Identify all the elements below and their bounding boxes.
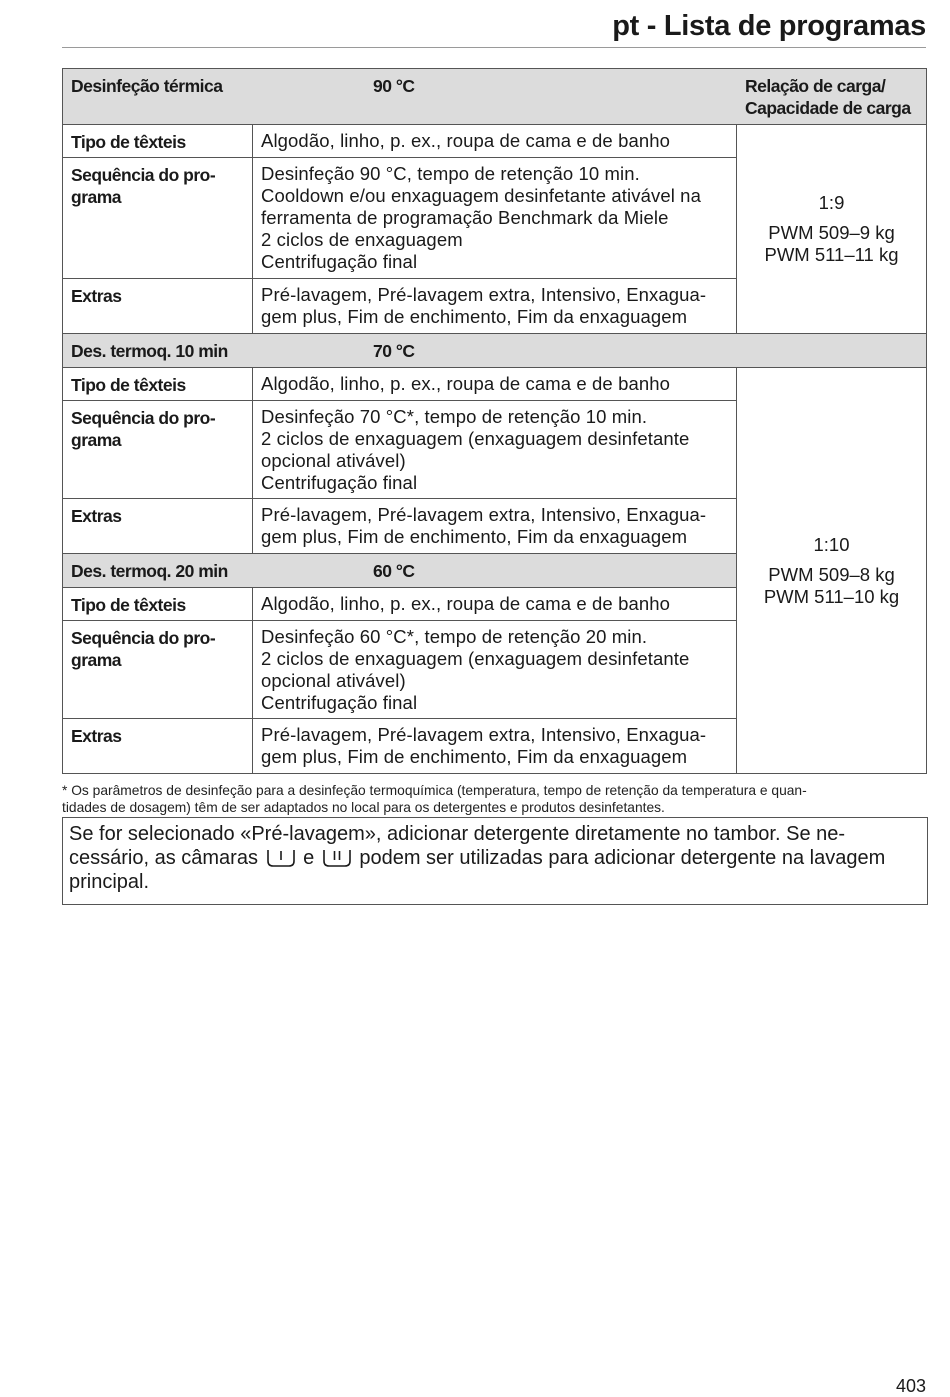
- capacity-line: PWM 509–8 kg: [768, 563, 895, 585]
- section-name: Des. termoq. 10 min: [71, 341, 228, 361]
- footnote: * Os parâmetros de desinfeção para a desinfeção termoquímica (temperatura, tempo de retenção da temperatura e quan- tidades de dosagem) têm de ser adaptados no local para os detergentes e produtos desinfetantes.: [62, 783, 807, 815]
- row-label: Tipo de têxteis: [63, 368, 253, 401]
- note-line: principal.: [69, 871, 150, 893]
- section-name: Desinfeção térmica: [71, 76, 223, 96]
- note-box: [62, 817, 928, 905]
- capacity-line: PWM 511–10 kg: [763, 585, 900, 607]
- row-value: Pré-lavagem, Pré-lavagem extra, Intensivo, Enxagua- gem plus, Fim de enchimento, Fim da enxaguagem: [253, 279, 737, 334]
- row-label: Extras: [63, 719, 253, 774]
- load-header: Relação de carga/ Capacidade de carga: [745, 76, 911, 118]
- section-temperature: 90 °C: [373, 76, 415, 96]
- load-capacity-cell: [737, 368, 927, 774]
- row-value: Algodão, linho, p. ex., roupa de cama e de banho: [253, 368, 737, 401]
- row-label: Sequência do pro- grama: [63, 621, 253, 719]
- page-number: 403: [895, 1376, 926, 1396]
- row-label: Extras: [63, 499, 253, 554]
- compartment-ii-icon: [322, 849, 352, 867]
- row-label: Sequência do pro- grama: [63, 158, 253, 279]
- row-label: Extras: [63, 279, 253, 334]
- row-label: Tipo de têxteis: [63, 588, 253, 621]
- row-value: Pré-lavagem, Pré-lavagem extra, Intensivo, Enxagua- gem plus, Fim de enchimento, Fim da enxaguagem: [253, 499, 737, 554]
- section-temperature: 70 °C: [373, 341, 415, 361]
- row-label: Tipo de têxteis: [63, 125, 253, 158]
- section-header: [63, 554, 737, 588]
- load-ratio: 1:10: [813, 533, 850, 555]
- row-label: Sequência do pro- grama: [63, 401, 253, 499]
- capacity-line: PWM 509–9 kg: [768, 222, 895, 243]
- section-temperature: 60 °C: [373, 561, 415, 581]
- capacity-line: PWM 511–11 kg: [764, 244, 899, 265]
- row-value: Algodão, linho, p. ex., roupa de cama e de banho: [253, 588, 737, 621]
- section-header: [63, 69, 927, 125]
- load-capacity-cell: [737, 125, 927, 334]
- program-table: [62, 68, 927, 774]
- section-header: [63, 334, 927, 368]
- section-name: Des. termoq. 20 min: [71, 561, 228, 581]
- title-rule: [62, 47, 926, 48]
- row-value: Desinfeção 70 °C*, tempo de retenção 10 min. 2 ciclos de enxaguagem (enxaguagem desinfetante opcional ativável) Centrifugação final: [253, 401, 737, 499]
- page-title: pt - Lista de programas: [612, 10, 926, 42]
- row-value: Desinfeção 60 °C*, tempo de retenção 20 min. 2 ciclos de enxaguagem (enxaguagem desinfetante opcional ativável) Centrifugação final: [253, 621, 737, 719]
- note-line: cessário, as câmaras e podem ser utilizadas para adicionar detergente na lavagem: [69, 847, 886, 869]
- note-line: Se for selecionado «Pré-lavagem», adicionar detergente diretamente no tambor. Se ne-: [69, 823, 846, 845]
- compartment-i-icon: [266, 849, 296, 867]
- row-value: Algodão, linho, p. ex., roupa de cama e de banho: [253, 125, 737, 158]
- row-value: Pré-lavagem, Pré-lavagem extra, Intensivo, Enxagua- gem plus, Fim de enchimento, Fim da enxaguagem: [253, 719, 737, 774]
- row-value: Desinfeção 90 °C, tempo de retenção 10 min. Cooldown e/ou enxaguagem desinfetante ativável na ferramenta de programação Benchmark da Miele 2 ciclos de enxaguagem Centrifugação final: [253, 158, 737, 279]
- load-ratio: 1:9: [818, 192, 845, 213]
